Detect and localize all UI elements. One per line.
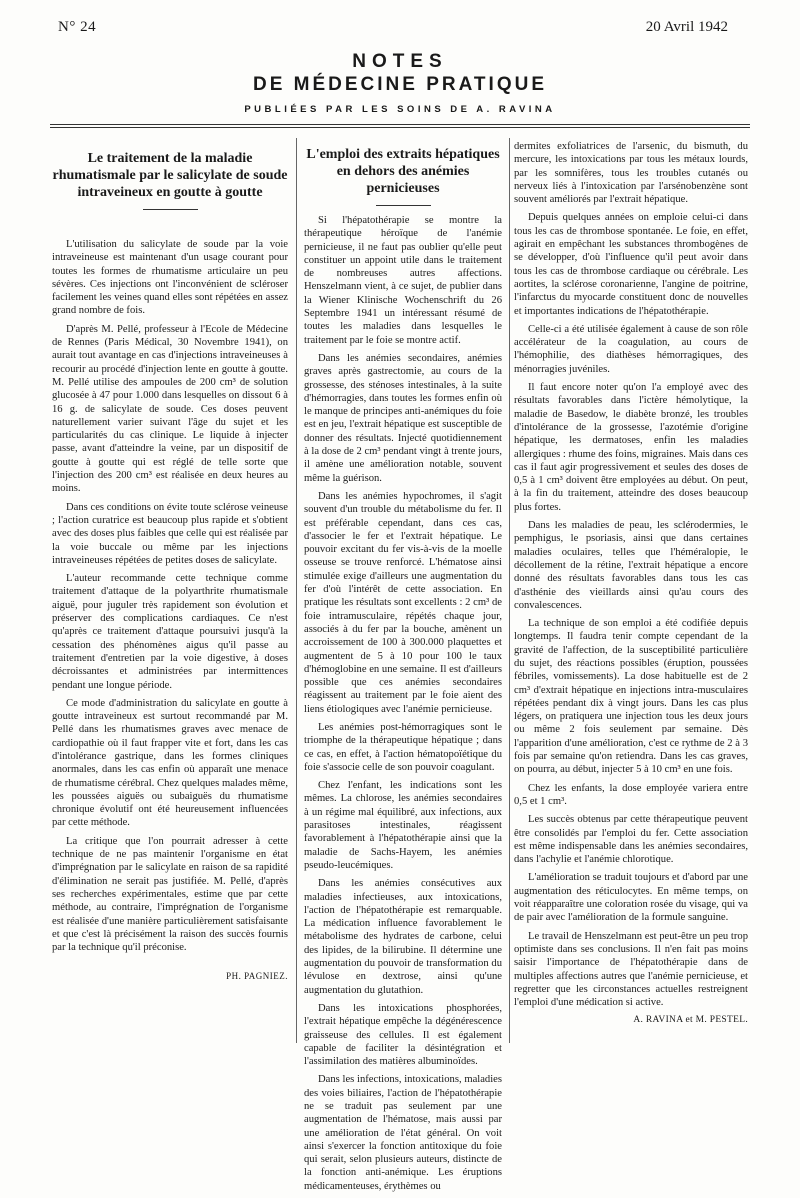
article-paragraph: D'après M. Pellé, professeur à l'Ecole de Médecine de Rennes (Paris Médical, 30 Novembre 1941), on aurait tout avantage en cas d'injections intraveineuses à recourir au procédé d'injection lente en goutte à goutte. M. Pellé utilise des ampoules de 200 cm³ de solution glucosée à 47 pour 1.000 dans lesquelles on dissout 6 à 16 g. de salicylate de soude. Ces doses peuvent naturellement varier suivant l'âge du sujet et les particularités du cas clinique. Le liquide à injecter passe, avant d'atteindre la veine, par un dispositif de goutte à goutte qui est réglé de telle sorte que l'injection des 200 cm³ est réalisée en deux heures au moins. bbox=[52, 323, 288, 495]
article-paragraph: dermites exfoliatrices de l'arsenic, du bismuth, du mercure, les intoxications par tous les métaux lourds, par les somnifères, tous les troubles cutanés ou nerveux liés à l'intoxication par l'arsénobenzène sont souvent améliorés par l'extrait hépatique. bbox=[514, 141, 748, 206]
article-paragraph: La critique que l'on pourrait adresser à cette technique de ne pas maintenir l'organisme en état d'imprégnation par le salicylate en raison de sa rapidité d'élimination ne serait pas justifiée. M. Pellé, d'après ses recherches expérimentales, estime que par cette méthode, au contraire, l'imprégnation de l'organisme est réalisée d'une manière particulièrement satisfaisante et que c'est là précisément la raison des succès fournis par la technique qu'il préconise. bbox=[52, 835, 288, 954]
article-paragraph: Si l'hépatothérapie se montre la thérapeutique héroïque de l'anémie pernicieuse, il ne faut pas oublier qu'elle peut constituer un appoint utile dans le traitement de nombreuses autres affections. Henszelmann vient, à ce sujet, de publier dans la Wiener Klinische Wochenschrift du 26 Septembre 1941 un intéressant résumé de toutes les maladies dans lesquelles le traitement par le foie se montre actif. bbox=[304, 215, 502, 346]
author-signature: A. RAVINA et M. PESTEL. bbox=[633, 1015, 748, 1026]
article-title: L'emploi des extraits hépatiques en dehors des anémies pernicieuses bbox=[306, 147, 500, 196]
article-paragraph: L'utilisation du salicylate de soude par la voie intraveineuse est maintenant d'un usage courant pour toutes les formes de rhumatisme articulaire un peu sévères. Ces injections ont l'inconvénient de scléroser facilement les veines quand elles sont répétées en assez grand nombre de fois. bbox=[52, 239, 288, 317]
article-paragraph: Dans les intoxications phosphorées, l'extrait hépatique empêche la dégénérescence graisseuse des cellules. Il est également capable de faciliter la désintégration et l'assimilation des matières albuminoïdes. bbox=[304, 1002, 502, 1068]
article-paragraph: L'auteur recommande cette technique comme traitement d'attaque de la polyarthrite rhumatismale aiguë, pour juguler très rapidement son évolution et préserver des complications cardiaques. Ce n'est qu'après ce traitement d'attaque poursuivi jusqu'à la cessation des phénomènes aigus qu'il passe au traitement d'entretien par la voie digestive, à doses décroissantes et administrées par intermittences pendant une longue période. bbox=[52, 573, 288, 691]
article-paragraph: Dans les maladies de peau, les sclérodermies, le pemphigus, le psoriasis, ainsi que dans certaines maladies oculaires, telles que l'héméralopie, le décollement de la rétine, l'extrait hépatique a encore donné des résultats favorables dans tous les cas d'asthénie des vieillards ainsi qu'au cours des convalescences. bbox=[514, 520, 748, 611]
article-paragraph: Dans les anémies secondaires, anémies graves après gastrectomie, au cours de la grossesse, des sténoses intestinales, à la suite d'hémorragies, dans toutes les formes enfin où le manque de principes anti-anémiques du foie est en jeu, l'extrait hépatique est susceptible de donner des résultats. Injecté quotidiennement à la dose de 2 cm³ pendant vingt à trente jours, il amène une amélioration notable, souvent même la guérison. bbox=[304, 352, 502, 484]
article-paragraph: L'amélioration se traduit toujours et d'abord par une augmentation des réticulocytes. En même temps, on voit réapparaître une coloration rosée du visage, qui va de pair avec l'amélioration de la formule sanguine. bbox=[514, 872, 748, 924]
column-2 bbox=[304, 140, 502, 1198]
column-divider-2 bbox=[509, 138, 510, 1043]
title-divider bbox=[376, 205, 431, 206]
article-paragraph: Dans les anémies hypochromes, il s'agit souvent d'un trouble du métabolisme du fer. Il est préférable cependant, dans ces cas, d'associer le fer et l'extrait hépatique. Le pouvoir excitant du fer vis-à-vis de la moelle osseuse se trouve renforcé. L'hématose ainsi stimulée exige d'ailleurs une augmentation du fer d'où l'intérêt de cette association. En pratique les résultats sont excellents : 2 cm³ de foie intramusculaire, répétés chaque jour, associés à du fer par la bouche, amènent un accroissement de 100 à 300.000 plaquettes et augmentent de 5 à 10 pour 100 le taux d'hémoglobine en une semaine. Il est d'ailleurs possible que ces anémies secondaires réagissent au traitement par le foie aient des liens étiologiques avec l'anémie pernicieuse. bbox=[304, 490, 502, 715]
article-paragraph: Chez l'enfant, les indications sont les mêmes. La chlorose, les anémies secondaires à un régime mal équilibré, aux infections, aux parasitoses intestinales, réagissent favorablement à l'hépatothérapie ainsi que la maladie de Sachs-Hayem, les anémies pseudo-leucémiques. bbox=[304, 780, 502, 871]
article-paragraph: Celle-ci a été utilisée également à cause de son rôle accélérateur de la coagulation, au cours de l'hémophilie, des diathèses hémorragiques, des ménorragies juvéniles. bbox=[514, 323, 748, 375]
article-paragraph: Les anémies post-hémorragiques sont le triomphe de la thérapeutique hépatique ; dans ce cas, en effet, à l'action hématopoïétique du foie s'associe celle de son pouvoir coagulant. bbox=[304, 721, 502, 773]
article-paragraph: Le travail de Henszelmann est peut-être un peu trop optimiste dans ses conclusions. Il n'en fait pas moins saisir l'importance de l'hépatothérapie dans de multiples affections autres que l'anémie pernicieuse, et regretter que les circonstances actuelles restreignent l'emploi d'une médication si active. bbox=[514, 930, 748, 1009]
issue-number: N° 24 bbox=[58, 19, 97, 35]
article-paragraph: Dans les infections, intoxications, maladies des voies biliaires, l'action de l'hépatothérapie ne se traduit pas seulement par une augmentation de l'hématose, mais aussi par une amélioration de l'état général. On voit ainsi s'exercer la fonction antitoxique du foie qui serait, selon plusieurs auteurs, distincte de la fonction anti-anémique. Les éruptions médicamenteuses, érythèmes ou bbox=[304, 1074, 502, 1192]
masthead-subtitle: PUBLIÉES PAR LES SOINS DE A. RAVINA bbox=[244, 104, 556, 115]
article-paragraph: Les succès obtenus par cette thérapeutique peuvent être consolidés par l'emploi du fer. Cette association est même indispensable dans les anémies secondaires, dans l'achylie et l'anémie chlorotique. bbox=[514, 814, 748, 866]
masthead-title-line1: NOTES bbox=[352, 51, 448, 72]
article-paragraph: La technique de son emploi a été codifiée depuis longtemps. Il faudra tenir compte cependant de la gravité de l'affection, de la susceptibilité particulière du sujet, des réactions possibles (éruption, poussées fébriles, vomissements). La dose habituelle est de 2 cm³ d'extrait hépatique en injections intra-musculaires répétées pendant dix à vingt jours. Dans les cas plus légers, on pratiquera une injection tous les deux jours ou même 2 fois seulement par semaine. Dès l'apparition d'une amélioration, c'est ce rythme de 2 à 3 fois par semaine qu'on retiendra. Dans les cas graves, on pourra, au début, injecter 5 à 10 cm³ en une fois. bbox=[514, 618, 748, 776]
column-divider-1 bbox=[296, 138, 297, 1043]
article-paragraph: Chez les enfants, la dose employée variera entre 0,5 et 1 cm³. bbox=[514, 782, 748, 807]
article-paragraph: Dans les anémies consécutives aux maladies infectieuses, aux intoxications, l'action de l'hépatothérapie est remarquable. La médication influence favorablement le métabolisme des hydrates de carbone, celui des lipides, de la bilirubine. Il détermine une augmentation du pouvoir de transformation du lévulose en dextrose, ainsi qu'une augmentation du glutathion. bbox=[304, 878, 502, 996]
masthead-rule-bottom bbox=[50, 127, 750, 128]
issue-date: 20 Avril 1942 bbox=[645, 19, 728, 35]
column-3 bbox=[514, 140, 748, 1028]
column-1 bbox=[52, 140, 288, 984]
article-paragraph: Il faut encore noter qu'on l'a employé avec des résultats favorables dans l'ictère hémolytique, la maladie de Basedow, le diabète bronzé, les troubles d'intolérance de la grossesse, l'azotémie d'origine hépatique, les dermatoses, enfin les maladies allergiques : rhume des foins, migraines. Mais dans ces cas il faut agir progressivement et seules des doses de 0,5 à 1 cm³ doivent être employées au début. On peut, à la fin du traitement, atteindre des doses beaucoup plus fortes. bbox=[514, 382, 748, 513]
article-paragraph: Ce mode d'administration du salicylate en goutte à goutte intraveineux est surtout recommandé par M. Pellé dans les rhumatismes graves avec menace de cardiopathie où il faut frapper vite et fort, dans les cas d'intolérance gastrique, dans les formes cliniques anormales, dans les cas enfin où apparaît une menace de rhumatisme cérébral. Chez quelques malades même, les poussées aiguës ou subaiguës du rhumatisme chronique évolutif ont été heureusement influencées par cette méthode. bbox=[52, 697, 288, 829]
author-signature: PH. PAGNIEZ. bbox=[226, 971, 288, 982]
masthead-title-line2: DE MÉDECINE PRATIQUE bbox=[252, 74, 547, 95]
article-paragraph: Dans ces conditions on évite toute sclérose veineuse ; l'action curatrice est beaucoup plus rapide et s'obtient avec des doses plus faibles que celle qui est réalisée par la voie buccale ou même par les injections intraveineuses répétées de petites doses de salicylate. bbox=[52, 501, 288, 566]
masthead-rule-top bbox=[50, 124, 750, 125]
article-title: Le traitement de la maladie rhumatismale par le salicylate de soude intraveineux en goutte à goutte bbox=[52, 151, 288, 200]
article-paragraph: Depuis quelques années on emploie celui-ci dans tous les cas de thrombose spontanée. Le foie, en effet, agirait en empêchant les substances thrombogènes de se développer, d'où l'influence qu'il peut avoir dans tous les cas de thrombose cardiaque ou cérébrale. Les aortites, la sclérose coronarienne, l'angine de poitrine, l'infarctus du myocarde constituent donc de nouvelles et importantes indications de l'hépatothérapie. bbox=[514, 212, 748, 317]
title-divider bbox=[143, 209, 198, 210]
